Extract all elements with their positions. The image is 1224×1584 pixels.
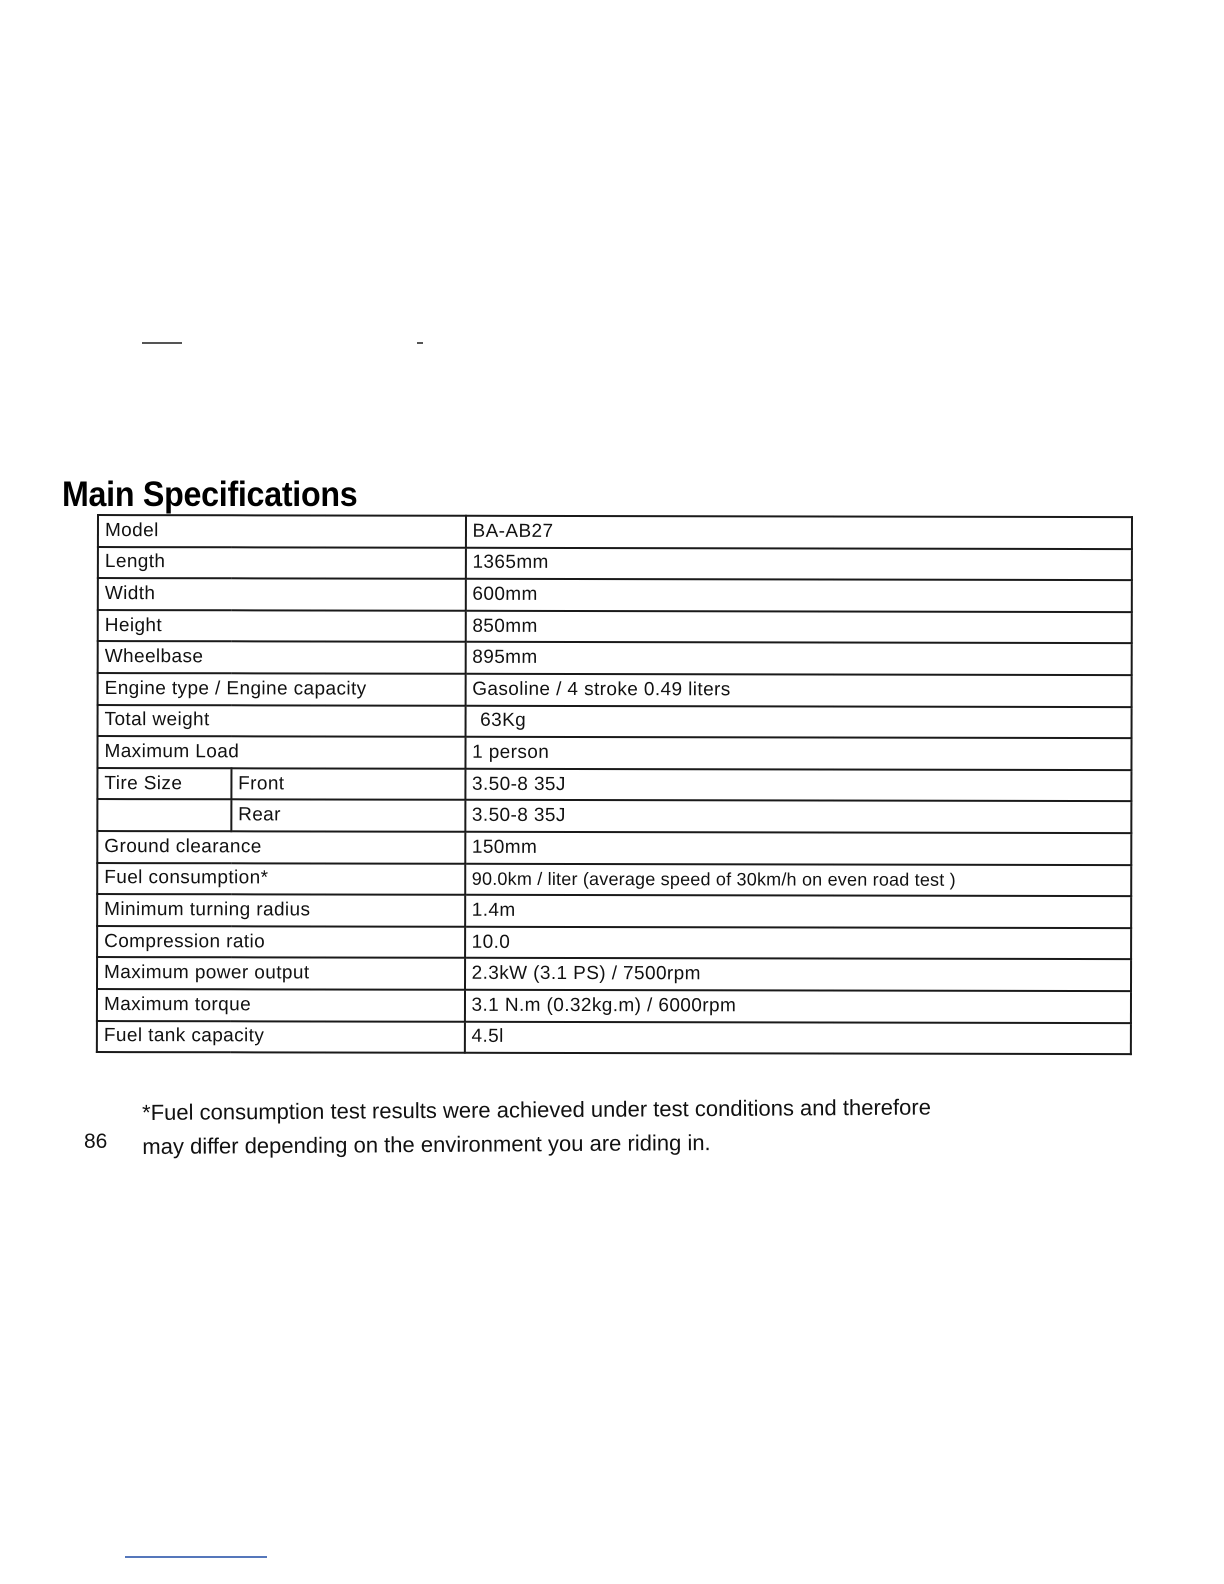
spec-value-max-torque: 3.1 N.m (0.32kg.m) / 6000rpm: [465, 990, 1131, 1023]
page-number: 86: [84, 1130, 108, 1153]
spec-label-fuel-tank: Fuel tank capacity: [97, 1021, 465, 1053]
table-row: [97, 863, 1131, 897]
spec-label-max-torque: Maximum torque: [97, 989, 465, 1021]
bottom-rule: [125, 1556, 267, 1558]
spec-value-max-load: 1 person: [465, 737, 1131, 770]
spec-label-ground-clearance: Ground clearance: [97, 831, 465, 863]
spec-label-length: Length: [98, 547, 466, 579]
footnote-line-2: may differ depending on the environment you are riding in.: [142, 1130, 711, 1159]
spec-value-width: 600mm: [465, 579, 1131, 612]
spec-label-empty: [97, 799, 231, 831]
spec-value-tire-front: 3.50-8 35J: [465, 769, 1131, 802]
spec-value-model: BA-AB27: [466, 516, 1132, 549]
table-row: [98, 547, 1132, 581]
table-row: [97, 894, 1131, 928]
page-title: Main Specifications: [62, 475, 358, 514]
spec-value-engine: Gasoline / 4 stroke 0.49 liters: [465, 674, 1131, 707]
table-row: [97, 768, 1131, 802]
spec-label-wheelbase: Wheelbase: [98, 641, 466, 673]
spec-value-fuel-consumption: 90.0km / liter (average speed of 30km/h on even road test ): [465, 863, 1131, 896]
spec-label-turning-radius: Minimum turning radius: [97, 894, 465, 926]
spec-label-fuel-consumption: Fuel consumption*: [97, 863, 465, 895]
table-row: [97, 736, 1131, 770]
table-row: [98, 641, 1132, 675]
spec-label-compression-ratio: Compression ratio: [97, 926, 465, 958]
spec-label-width: Width: [98, 578, 466, 610]
spec-value-length: 1365mm: [465, 547, 1131, 580]
table-row: [97, 989, 1131, 1023]
spec-label-engine: Engine type / Engine capacity: [98, 673, 466, 705]
scan-artifact-mark: [142, 342, 182, 344]
spec-sublabel-tire-front: Front: [231, 768, 465, 800]
spec-value-wheelbase: 895mm: [465, 642, 1131, 675]
table-row: [98, 578, 1132, 612]
spec-sublabel-tire-rear: Rear: [231, 800, 465, 832]
footnote-line-1: *Fuel consumption test results were achieved under test conditions and therefore: [142, 1094, 931, 1125]
scan-artifact-mark: [417, 342, 423, 344]
footnote: [142, 1090, 931, 1164]
spec-value-total-weight: 63Kg: [465, 705, 1131, 738]
spec-label-total-weight: Total weight: [98, 705, 466, 737]
spec-value-tire-rear: 3.50-8 35J: [465, 800, 1131, 833]
table-row: [98, 515, 1132, 549]
table-row: [98, 705, 1132, 739]
spec-label-max-load: Maximum Load: [97, 736, 465, 768]
table-row: [98, 673, 1132, 707]
spec-label-tire-size: Tire Size: [97, 768, 231, 800]
table-row: [97, 957, 1131, 991]
spec-value-max-power: 2.3kW (3.1 PS) / 7500rpm: [465, 958, 1131, 991]
spec-value-height: 850mm: [465, 611, 1131, 644]
spec-value-compression-ratio: 10.0: [465, 926, 1131, 959]
spec-value-turning-radius: 1.4m: [465, 895, 1131, 928]
spec-value-ground-clearance: 150mm: [465, 832, 1131, 865]
table-row: [97, 926, 1131, 960]
specifications-table: [96, 514, 1133, 1055]
spec-label-height: Height: [98, 610, 466, 642]
spec-value-fuel-tank: 4.5l: [464, 1021, 1130, 1054]
table-row: [97, 799, 1131, 833]
table-row: [97, 1021, 1131, 1055]
table-row: [98, 610, 1132, 644]
spec-label-model: Model: [98, 515, 466, 547]
table-row: [97, 831, 1131, 865]
spec-label-max-power: Maximum power output: [97, 957, 465, 989]
